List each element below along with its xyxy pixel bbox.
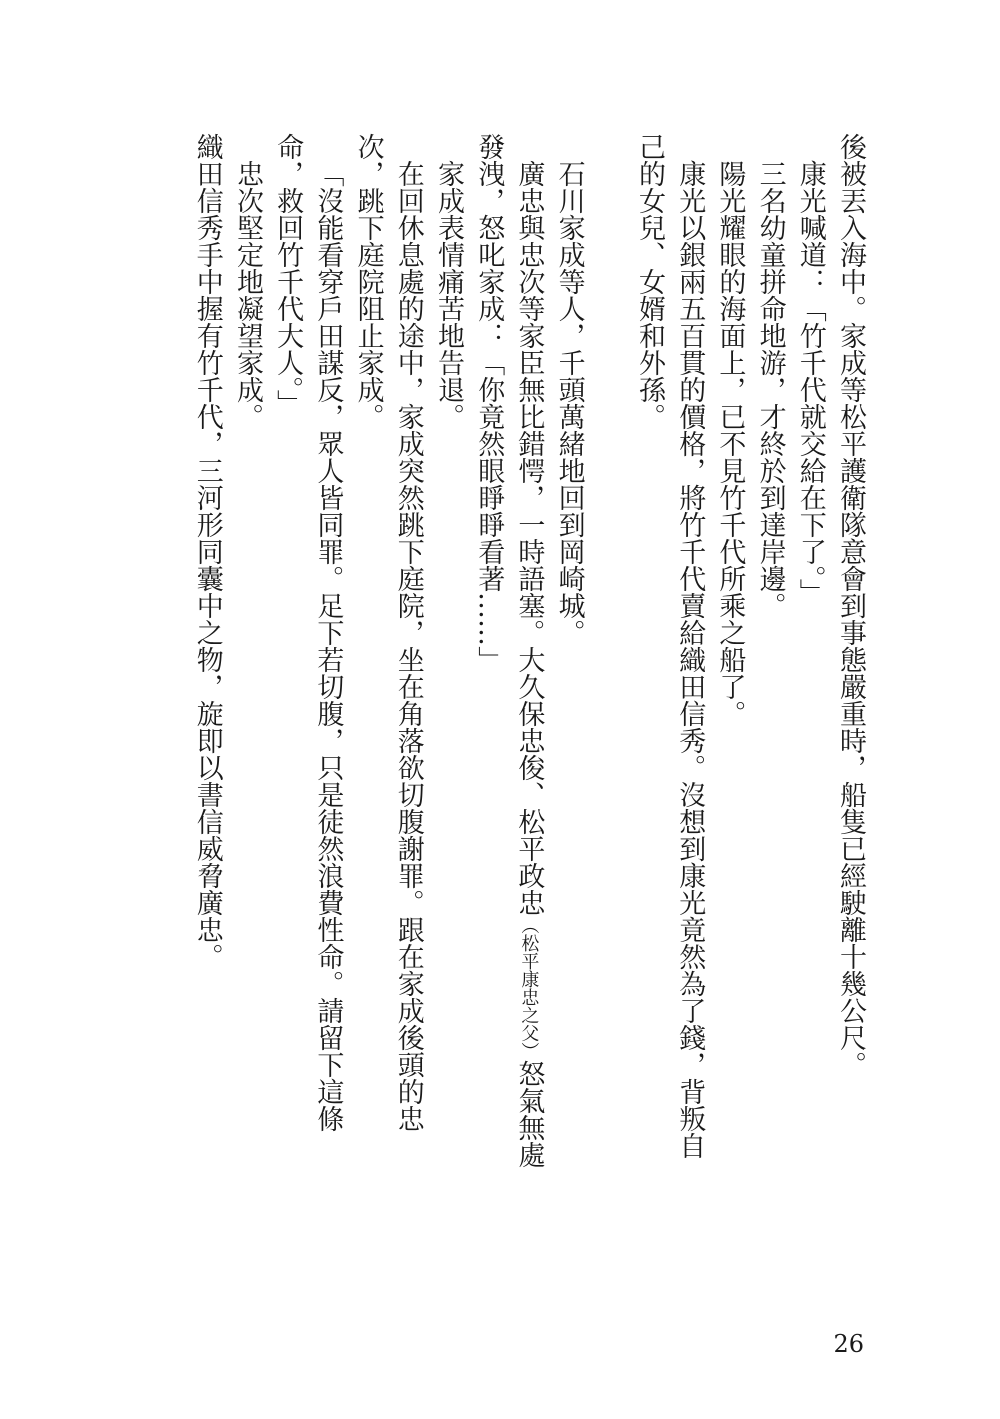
paragraph-5: 康光以銀兩五百貫的價格，將竹千代賣給織田信秀。沒想到康光竟然為了錢，背叛自己的女兒、女婿和外孫。 [633,133,706,1159]
paragraph-4: 陽光耀眼的海面上，已不見竹千代所乘之船了。 [714,160,746,727]
paragraph-9: 在回休息處的途中，家成突然跳下庭院，坐在角落欲切腹謝罪。跟在家成後頭的忠次，跳下庭院阻止家成。 [352,133,424,1132]
paragraph-7-part-1: 廣忠與忠次等家臣無比錯愕，一時語塞。大久保忠俊、松平政忠 [513,160,545,916]
paragraph-2: 康光喊道：「竹千代就交給在下了。」 [794,160,826,606]
paragraph-6: 石川家成等人，千頭萬緒地回到岡崎城。 [553,160,585,646]
paragraph-10: 「沒能看穿戶田謀反，眾人皆同罪。足下若切腹，只是徒然浪費性命。請留下這條命，救回竹千代大人。」 [272,133,344,1132]
paragraph-12: 織田信秀手中握有竹千代，三河形同囊中之物，旋即以書信威脅廣忠。 [191,133,223,970]
page-number: 26 [833,1330,864,1358]
paragraph-8: 家成表情痛苦地告退。 [432,160,464,430]
paragraph-3: 三名幼童拼命地游，才終於到達岸邊。 [754,160,786,619]
paragraph-1: 後被丟入海中。家成等松平護衛隊意會到事態嚴重時，船隻已經駛離十幾公尺。 [835,133,866,1078]
paragraph-7 [468,133,548,1183]
paragraph-11: 忠次堅定地凝望家成。 [231,160,263,430]
vertical-text-body [187,133,870,1183]
paragraph-7-part-2: 怒氣無處發洩，怒叱家成：「你竟然眼睜睜看著……」 [473,133,545,1168]
annotation-note: （松平康忠之父） [518,916,540,1060]
